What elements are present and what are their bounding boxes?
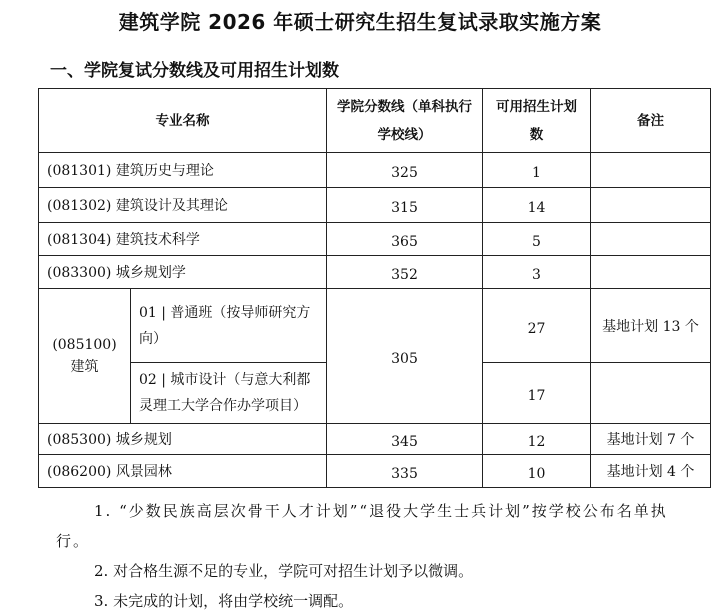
sub-major-cell: 01 | 普通班（按导师研究方向） (131, 289, 327, 363)
major-cell: (081302) 建筑设计及其理论 (39, 188, 327, 223)
major-cell: (083300) 城乡规划学 (39, 256, 327, 289)
header-remark: 备注 (591, 89, 711, 153)
table-row (39, 153, 711, 188)
document-title: 建筑学院 2026 年硕士研究生招生复试录取实施方案 (118, 10, 602, 34)
score-cell: 335 (327, 455, 483, 488)
score-cell: 352 (327, 256, 483, 289)
quota-cell: 3 (483, 256, 591, 289)
header-score-line: 学院分数线（单科执行学校线） (327, 89, 483, 153)
notes (56, 496, 696, 616)
major-cell: (086200) 风景园林 (39, 455, 327, 488)
note-3: 3. 未完成的计划，将由学校统一调配。 (94, 592, 354, 610)
header-major: 专业名称 (39, 89, 327, 153)
section-heading: 一、学院复试分数线及可用招生计划数 (50, 61, 339, 81)
remark-cell (591, 223, 711, 256)
group-major-cell: (085100) 建筑 (39, 289, 131, 424)
remark-cell: 基地计划 4 个 (591, 455, 711, 488)
score-cell: 315 (327, 188, 483, 223)
header-quota: 可用招生计划数 (483, 89, 591, 153)
table-row (39, 223, 711, 256)
remark-cell (591, 256, 711, 289)
remark-cell (591, 188, 711, 223)
table-row (39, 289, 711, 363)
note-2: 2. 对合格生源不足的专业，学院可对招生计划予以微调。 (94, 562, 474, 580)
score-cell: 345 (327, 424, 483, 455)
major-cell: (085300) 城乡规划 (39, 424, 327, 455)
table-row (39, 256, 711, 289)
score-cell: 325 (327, 153, 483, 188)
remark-cell: 基地计划 13 个 (591, 289, 711, 363)
admission-table (38, 88, 711, 488)
table-row (39, 455, 711, 488)
major-cell: (081301) 建筑历史与理论 (39, 153, 327, 188)
table-row (39, 188, 711, 223)
remark-cell: 基地计划 7 个 (591, 424, 711, 455)
table-row (39, 424, 711, 455)
quota-cell: 1 (483, 153, 591, 188)
quota-cell: 10 (483, 455, 591, 488)
remark-cell (591, 153, 711, 188)
group-score-cell: 305 (327, 289, 483, 424)
score-cell: 365 (327, 223, 483, 256)
quota-cell: 14 (483, 188, 591, 223)
remark-cell (591, 363, 711, 424)
note-1: 1. “少数民族高层次骨干人才计划”“退役大学生士兵计划”按学校公布名单执行。 (56, 502, 668, 550)
quota-cell: 12 (483, 424, 591, 455)
table-header-row (39, 89, 711, 153)
quota-cell: 27 (483, 289, 591, 363)
quota-cell: 17 (483, 363, 591, 424)
major-cell: (081304) 建筑技术科学 (39, 223, 327, 256)
sub-major-cell: 02 | 城市设计（与意大利都灵理工大学合作办学项目） (131, 363, 327, 424)
quota-cell: 5 (483, 223, 591, 256)
